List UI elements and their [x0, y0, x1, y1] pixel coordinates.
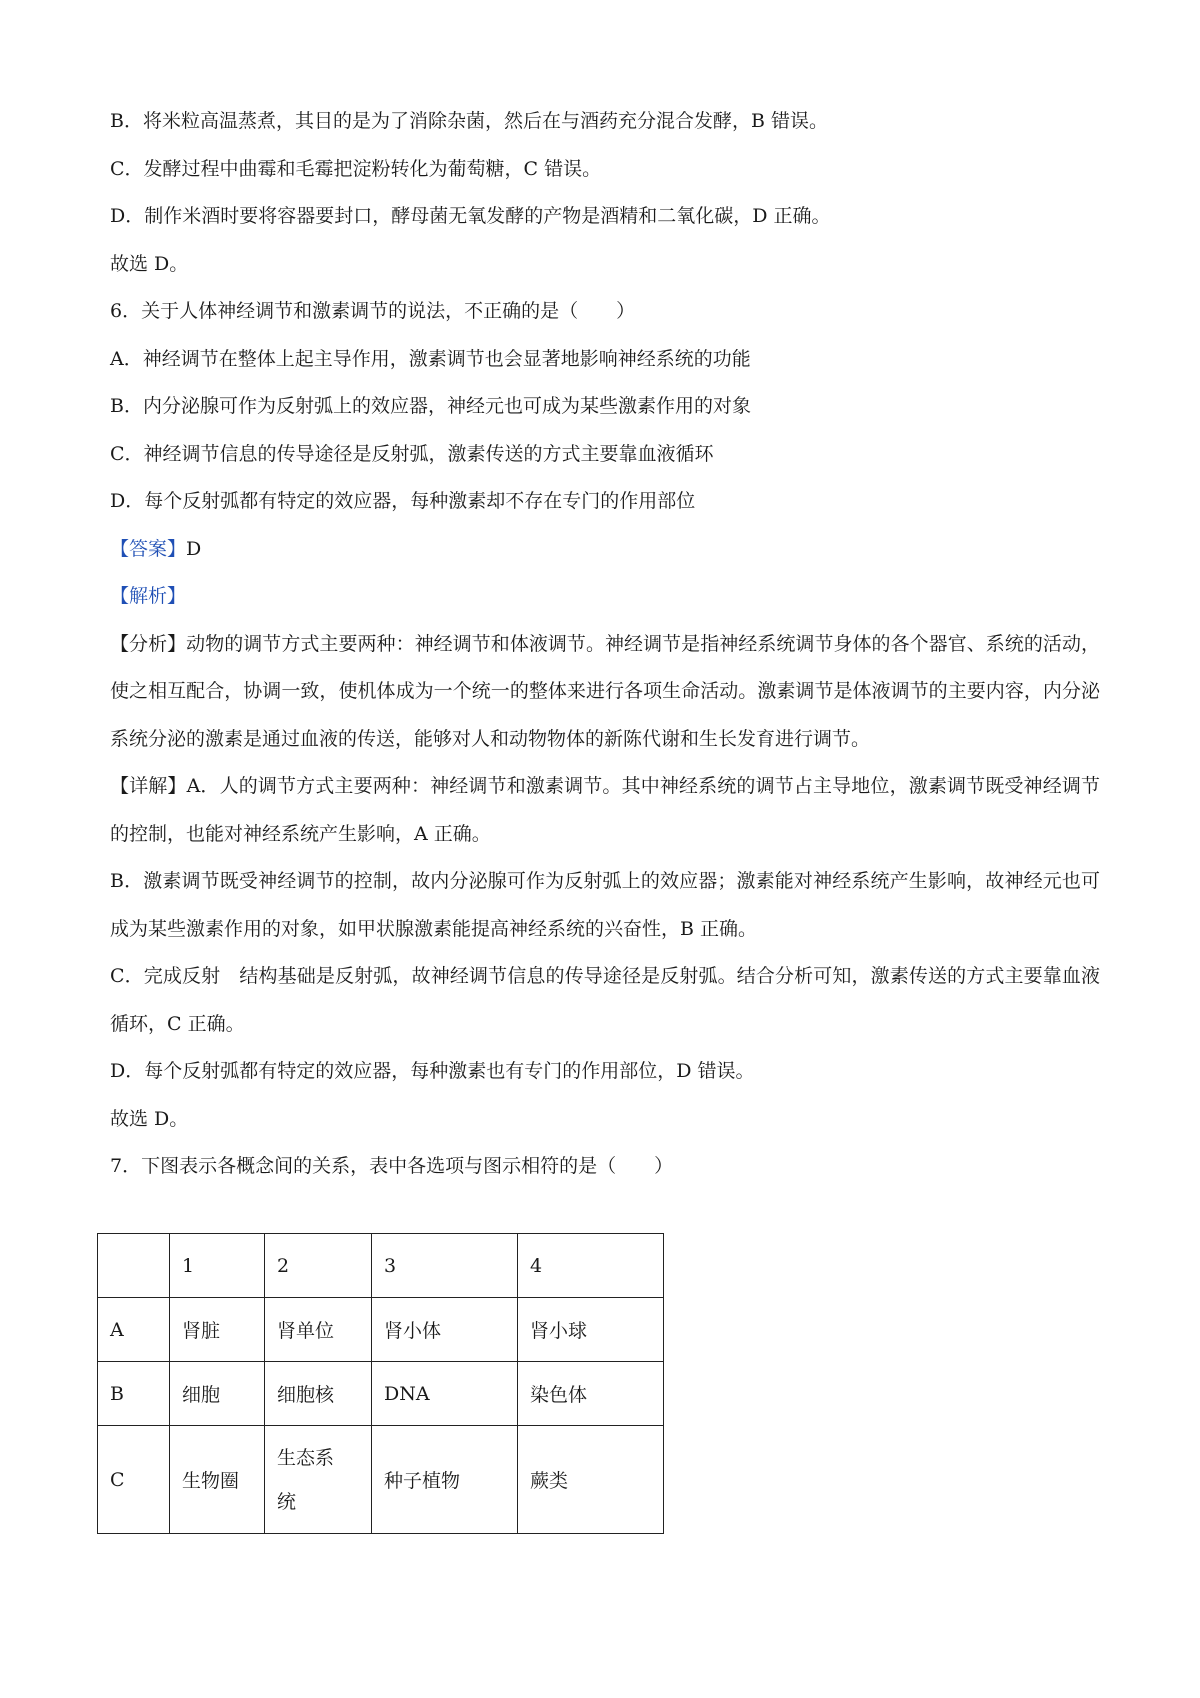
option-d-explanation: D．制作米酒时要将容器要封口，酵母菌无氧发酵的产物是酒精和二氧化碳，D 正确。	[110, 205, 831, 227]
table-cell: 种子植物	[372, 1426, 518, 1534]
table-cell: 肾单位	[265, 1298, 372, 1362]
concept-table-wrapper	[97, 1233, 664, 1534]
table-cell: 肾小球	[518, 1298, 664, 1362]
question-6-stem: 6．关于人体神经调节和激素调节的说法，不正确的是（ ）	[110, 300, 636, 322]
table-header-cell: 1	[170, 1234, 265, 1298]
table-row	[98, 1426, 664, 1534]
option-c-explanation: C．发酵过程中曲霉和毛霉把淀粉转化为葡萄糖，C 错误。	[110, 157, 602, 180]
q6-conclusion: 故选 D。	[110, 1107, 189, 1130]
question-6-option-b: B．内分泌腺可作为反射弧上的效应器，神经元也可成为某些激素作用的对象	[110, 395, 751, 417]
table-cell: 蕨类	[518, 1426, 664, 1534]
document-content	[110, 98, 1100, 1191]
table-cell: 生物圈	[170, 1426, 265, 1534]
concept-table	[97, 1233, 664, 1534]
question-6-option-d: D．每个反射弧都有特定的效应器，每种激素却不存在专门的作用部位	[110, 490, 696, 512]
table-header-cell: 4	[518, 1234, 664, 1298]
table-header-cell	[98, 1234, 170, 1298]
analysis-label: 【解析】	[110, 585, 187, 607]
table-cell: 细胞	[170, 1362, 265, 1426]
analysis-paragraph: 【分析】动物的调节方式主要两种：神经调节和体液调节。神经调节是指神经系统调节身体的各个器官、系统的活动，使之相互配合，协调一致，使机体成为一个统一的整体来进行各项生命活动。激素调节是体液调节的主要内容，内分泌系统分泌的激素是通过血液的传送，能够对人和动物物体的新陈代谢和生长发育进行调节。	[110, 632, 1100, 750]
table-cell: 染色体	[518, 1362, 664, 1426]
table-cell: 肾脏	[170, 1298, 265, 1362]
table-cell: 细胞核	[265, 1362, 372, 1426]
detail-paragraph-a: 【详解】A．人的调节方式主要两种：神经调节和激素调节。其中神经系统的调节占主导地位，激素调节既受神经调节的控制，也能对神经系统产生影响，A 正确。	[110, 775, 1100, 845]
table-cell: DNA	[372, 1362, 518, 1426]
table-cell: 肾小体	[372, 1298, 518, 1362]
question-7-stem: 7．下图表示各概念间的关系，表中各选项与图示相符的是（ ）	[110, 1155, 674, 1177]
table-cell: B	[98, 1362, 170, 1426]
table-cell: C	[98, 1426, 170, 1534]
detail-paragraph-c: C．完成反射 结构基础是反射弧，故神经调节信息的传导途径是反射弧。结合分析可知，激素传送的方式主要靠血液循环，C 正确。	[110, 965, 1100, 1035]
question-6-option-c: C．神经调节信息的传导途径是反射弧，激素传送的方式主要靠血液循环	[110, 442, 714, 465]
table-header-cell: 3	[372, 1234, 518, 1298]
option-b-explanation: B．将米粒高温蒸煮，其目的是为了消除杂菌，然后在与酒药充分混合发酵，B 错误。	[110, 110, 828, 132]
table-header-row	[98, 1234, 664, 1298]
q5-conclusion: 故选 D。	[110, 252, 189, 275]
table-cell: A	[98, 1298, 170, 1362]
detail-paragraph-b: B．激素调节既受神经调节的控制，故内分泌腺可作为反射弧上的效应器；激素能对神经系统产生影响，故神经元也可成为某些激素作用的对象，如甲状腺激素能提高神经系统的兴奋性，B 正确。	[110, 870, 1100, 940]
table-cell-wrapped-text: 生态系统	[277, 1446, 335, 1513]
answer-value: D	[186, 537, 202, 560]
table-row	[98, 1298, 664, 1362]
table-header-cell: 2	[265, 1234, 372, 1298]
table-cell	[265, 1426, 372, 1534]
answer-line	[110, 526, 1100, 574]
table-row	[98, 1362, 664, 1426]
question-6-option-a: A．神经调节在整体上起主导作用，激素调节也会显著地影响神经系统的功能	[110, 347, 751, 370]
detail-paragraph-d: D．每个反射弧都有特定的效应器，每种激素也有专门的作用部位，D 错误。	[110, 1060, 755, 1082]
answer-label: 【答案】	[110, 537, 187, 560]
